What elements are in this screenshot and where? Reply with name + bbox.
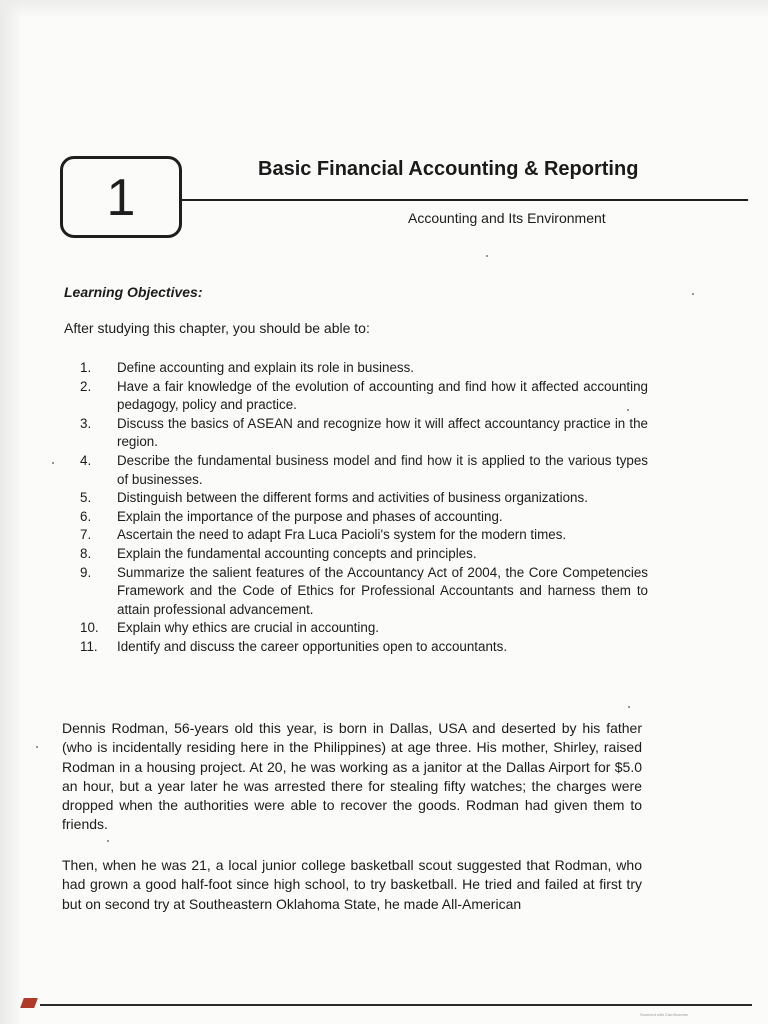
objective-text: Describe the fundamental business model and find how it is applied to the various types of businesses. xyxy=(117,452,648,487)
objective-number: 6. xyxy=(80,508,92,524)
book-title: Basic Financial Accounting & Reporting xyxy=(258,158,639,180)
objective-text: Summarize the salient features of the Accountancy Act of 2004, the Core Competencies Framework and the Code of Ethics for Professional Accountants and harness them to attain professional advancement. xyxy=(117,564,648,617)
objective-item xyxy=(80,619,648,638)
scan-speck xyxy=(486,255,488,257)
objective-item xyxy=(80,508,648,527)
objective-item xyxy=(80,359,648,378)
objective-number: 1. xyxy=(80,360,92,375)
objective-item xyxy=(80,545,648,564)
objective-item xyxy=(80,526,648,545)
footer-rule xyxy=(40,1004,752,1006)
page-edge-shadow xyxy=(0,0,22,1024)
objective-item xyxy=(80,638,648,657)
objective-text: Explain why ethics are crucial in accounting. xyxy=(117,620,379,636)
scan-speck xyxy=(692,293,694,295)
scan-speck xyxy=(36,746,38,748)
objective-text: Identify and discuss the career opportunities open to accountants. xyxy=(117,638,508,654)
objective-text: Ascertain the need to adapt Fra Luca Pacioli's system for the modern times. xyxy=(117,527,567,543)
objective-text: Distinguish between the different forms and activities of business organizations. xyxy=(117,490,588,506)
body-paragraph-1: Dennis Rodman, 56-years old this year, is born in Dallas, USA and deserted by his father (who is incidentally residing here in the Philippines) at age three. His mother, Shirley, raised Rodman in a housing project. At 20, he was working as a janitor at the Dallas Airport for $5.0 an hour, but a year later he was arrested there for stealing fifty watches; the charges were dropped when the authorities were able to recover the goods. Rodman had given them to friends. xyxy=(62,720,642,833)
objective-text: Define accounting and explain its role in business. xyxy=(117,360,415,375)
scan-speck xyxy=(107,840,109,842)
chapter-number-box xyxy=(60,156,182,238)
page-top-shadow xyxy=(0,0,768,18)
objectives-intro: After studying this chapter, you should be able to: xyxy=(64,320,370,336)
scan-speck xyxy=(628,706,630,708)
objective-number: 10. xyxy=(80,620,99,636)
scanner-watermark: Scanned with CamScanner xyxy=(640,1012,689,1017)
objective-number: 11. xyxy=(80,638,98,654)
objective-item xyxy=(80,452,648,489)
objective-number: 7. xyxy=(80,527,92,543)
objective-number: 3. xyxy=(80,415,92,431)
page-corner-mark xyxy=(20,998,38,1008)
objective-number: 9. xyxy=(80,564,92,580)
body-paragraph-2: Then, when he was 21, a local junior college basketball scout suggested that Rodman, who had grown a good half-foot since high school, to try basketball. He tried and failed at first try but on second try at Southeastern Oklahoma State, he made All-American xyxy=(62,857,642,912)
objective-number: 4. xyxy=(80,452,92,468)
objective-number: 8. xyxy=(80,545,92,561)
chapter-number: 1 xyxy=(106,169,136,227)
objective-item xyxy=(80,378,648,415)
scan-speck xyxy=(627,409,629,411)
objective-item xyxy=(80,489,648,508)
objective-item xyxy=(80,564,648,620)
scan-speck xyxy=(52,462,54,464)
header-rule xyxy=(182,199,748,201)
objective-text: Discuss the basics of ASEAN and recognize how it will affect accountancy practice in the region. xyxy=(117,415,648,450)
objective-item xyxy=(80,415,648,452)
objective-text: Have a fair knowledge of the evolution of accounting and find how it affected accounting pedagogy, policy and practice. xyxy=(117,378,648,413)
chapter-subtitle: Accounting and Its Environment xyxy=(408,210,606,226)
objectives-list xyxy=(80,359,648,657)
objective-number: 2. xyxy=(80,378,92,394)
objective-text: Explain the importance of the purpose and phases of accounting. xyxy=(117,508,503,524)
learning-objectives-heading: Learning Objectives: xyxy=(64,284,203,300)
objective-text: Explain the fundamental accounting concepts and principles. xyxy=(117,545,477,561)
objective-number: 5. xyxy=(80,490,92,506)
